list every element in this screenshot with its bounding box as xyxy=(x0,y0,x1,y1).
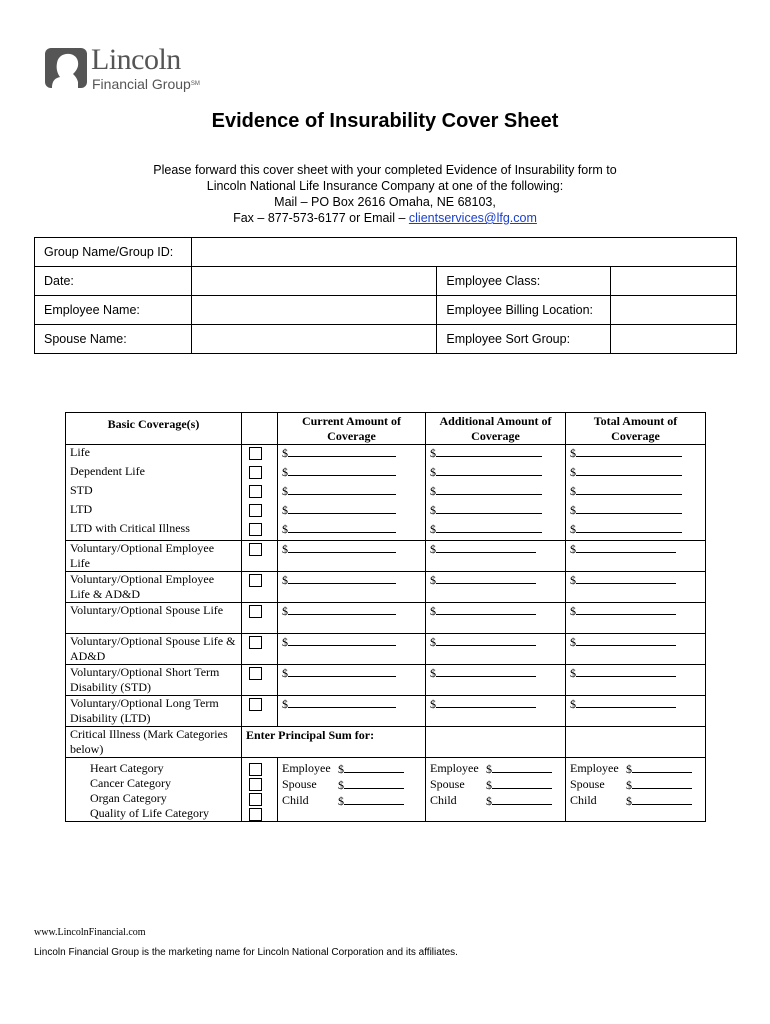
additional-amount-field[interactable]: $ xyxy=(426,464,566,483)
employee-class-label: Employee Class: xyxy=(437,267,611,296)
family-amount-field[interactable]: $ xyxy=(486,761,552,777)
coverage-row xyxy=(66,483,706,502)
current-amount-field[interactable]: $ xyxy=(278,696,426,727)
current-amount-field[interactable]: $ xyxy=(278,445,426,465)
family-amount-field[interactable]: $ xyxy=(626,777,692,793)
employee-name-label: Employee Name: xyxy=(35,296,192,325)
coverage-checkbox[interactable] xyxy=(249,667,262,680)
category-checkbox[interactable] xyxy=(249,778,262,791)
family-amount-field[interactable]: $ xyxy=(338,761,404,777)
principal-sum-label: Enter Principal Sum for: xyxy=(242,727,426,758)
basic-coverage-header: Basic Coverage(s) xyxy=(66,413,242,445)
lincoln-logo xyxy=(44,44,204,98)
additional-amount-field[interactable]: $ xyxy=(426,665,566,696)
group-id-label: Group Name/Group ID: xyxy=(35,238,192,267)
category-checkbox[interactable] xyxy=(249,808,262,821)
category-label: Quality of Life Category xyxy=(90,806,209,820)
footer-url: www.LincolnFinancial.com xyxy=(34,927,146,938)
family-amount-row: Child $ xyxy=(430,793,561,809)
coverage-row xyxy=(66,603,706,634)
billing-location-label: Employee Billing Location: xyxy=(437,296,611,325)
coverage-checkbox[interactable] xyxy=(249,636,262,649)
coverage-row xyxy=(66,665,706,696)
family-amount-row: Spouse $ xyxy=(430,777,561,793)
additional-amount-field[interactable]: $ xyxy=(426,603,566,634)
coverage-checkbox[interactable] xyxy=(249,523,262,536)
additional-amount-field[interactable]: $ xyxy=(426,696,566,727)
lincoln-profile-icon xyxy=(44,46,88,90)
email-link[interactable]: clientservices@lfg.com xyxy=(408,211,537,225)
category-label: Organ Category xyxy=(90,791,167,805)
coverage-row xyxy=(66,464,706,483)
total-amount-field[interactable]: $ xyxy=(566,445,706,465)
current-amount-field[interactable]: $ xyxy=(278,603,426,634)
coverage-checkbox[interactable] xyxy=(249,447,262,460)
logo-subtitle: Financial Group℠ xyxy=(92,76,200,92)
current-family-amounts xyxy=(278,758,426,822)
sort-group-field[interactable] xyxy=(611,325,737,354)
page-title: Evidence of Insurability Cover Sheet xyxy=(211,110,559,132)
coverage-label: Life xyxy=(66,445,242,465)
current-amount-field[interactable]: $ xyxy=(278,634,426,665)
coverage-checkbox[interactable] xyxy=(249,574,262,587)
total-amount-field[interactable]: $ xyxy=(566,572,706,603)
additional-amount-field[interactable]: $ xyxy=(426,541,566,572)
date-field[interactable] xyxy=(191,267,437,296)
category-label: Heart Category xyxy=(90,761,164,775)
coverage-checkbox[interactable] xyxy=(249,485,262,498)
total-amount-field[interactable]: $ xyxy=(566,521,706,541)
current-amount-field[interactable]: $ xyxy=(278,572,426,603)
coverage-label: Dependent Life xyxy=(66,464,242,483)
current-amount-field[interactable]: $ xyxy=(278,665,426,696)
category-checkbox[interactable] xyxy=(249,763,262,776)
coverage-label: Voluntary/Optional Spouse Life xyxy=(66,603,242,634)
family-amount-row: Employee $ xyxy=(282,761,421,777)
total-amount-field[interactable]: $ xyxy=(566,502,706,521)
additional-family-amounts xyxy=(426,758,566,822)
family-amount-row: Employee $ xyxy=(430,761,561,777)
coverage-row xyxy=(66,572,706,603)
coverage-label: LTD xyxy=(66,502,242,521)
coverage-label: STD xyxy=(66,483,242,502)
coverage-row xyxy=(66,502,706,521)
critical-illness-categories xyxy=(66,758,242,822)
footer-note: Lincoln Financial Group is the marketing name for Lincoln National Corporation and its affiliates. xyxy=(34,947,458,958)
total-amount-field[interactable]: $ xyxy=(566,464,706,483)
current-amount-field[interactable]: $ xyxy=(278,541,426,572)
spouse-name-field[interactable] xyxy=(191,325,437,354)
coverage-label: Voluntary/Optional Employee Life & AD&D xyxy=(66,572,242,603)
coverage-row xyxy=(66,541,706,572)
additional-amount-field[interactable]: $ xyxy=(426,445,566,465)
group-id-field[interactable] xyxy=(191,238,736,267)
employee-class-field[interactable] xyxy=(611,267,737,296)
total-amount-field[interactable]: $ xyxy=(566,665,706,696)
current-amount-field[interactable]: $ xyxy=(278,464,426,483)
coverage-checkbox[interactable] xyxy=(249,543,262,556)
family-amount-field[interactable]: $ xyxy=(626,793,692,809)
family-amount-row: Employee $ xyxy=(570,761,701,777)
additional-amount-header: Additional Amount of Coverage xyxy=(426,413,566,445)
sort-group-label: Employee Sort Group: xyxy=(437,325,611,354)
family-amount-row: Child $ xyxy=(282,793,421,809)
category-checkbox[interactable] xyxy=(249,793,262,806)
coverage-row xyxy=(66,445,706,465)
critical-illness-label: Critical Illness (Mark Categories below) xyxy=(66,727,242,758)
current-amount-field[interactable]: $ xyxy=(278,502,426,521)
additional-amount-field[interactable]: $ xyxy=(426,483,566,502)
current-amount-header: Current Amount of Coverage xyxy=(278,413,426,445)
total-amount-field[interactable]: $ xyxy=(566,483,706,502)
coverage-row xyxy=(66,696,706,727)
family-amount-field[interactable]: $ xyxy=(626,761,692,777)
family-amount-field[interactable]: $ xyxy=(338,777,404,793)
billing-location-field[interactable] xyxy=(611,296,737,325)
family-amount-field[interactable]: $ xyxy=(486,777,552,793)
coverage-label: LTD with Critical Illness xyxy=(66,521,242,541)
total-amount-field[interactable]: $ xyxy=(566,541,706,572)
additional-amount-field[interactable]: $ xyxy=(426,572,566,603)
category-label: Cancer Category xyxy=(90,776,171,790)
total-amount-field[interactable]: $ xyxy=(566,634,706,665)
current-amount-field[interactable]: $ xyxy=(278,483,426,502)
family-amount-field[interactable]: $ xyxy=(486,793,552,809)
family-amount-row: Child $ xyxy=(570,793,701,809)
logo-brand: Lincoln xyxy=(91,43,181,76)
spouse-name-label: Spouse Name: xyxy=(35,325,192,354)
intro-text: Please forward this cover sheet with your completed Evidence of Insurability form to Lincoln National Life Insurance Company at one of the following: Mail – PO Box 2616 Omaha, NE 68103, Fax – 877-573-6177 or Email – clientservices@lfg.com xyxy=(153,163,617,225)
coverage-row xyxy=(66,634,706,665)
coverage-table xyxy=(65,412,706,822)
coverage-label: Voluntary/Optional Spouse Life & AD&D xyxy=(66,634,242,665)
coverage-label: Voluntary/Optional Long Term Disability (LTD) xyxy=(66,696,242,727)
checkbox-header xyxy=(242,413,278,445)
family-amount-row: Spouse $ xyxy=(282,777,421,793)
total-amount-field[interactable]: $ xyxy=(566,696,706,727)
family-amount-row: Spouse $ xyxy=(570,777,701,793)
total-amount-field[interactable]: $ xyxy=(566,603,706,634)
coverage-checkbox[interactable] xyxy=(249,504,262,517)
date-label: Date: xyxy=(35,267,192,296)
employee-info-table xyxy=(34,237,737,354)
coverage-row xyxy=(66,521,706,541)
total-amount-header: Total Amount of Coverage xyxy=(566,413,706,445)
additional-amount-field[interactable]: $ xyxy=(426,521,566,541)
family-amount-field[interactable]: $ xyxy=(338,793,404,809)
total-family-amounts xyxy=(566,758,706,822)
employee-name-field[interactable] xyxy=(191,296,437,325)
additional-amount-field[interactable]: $ xyxy=(426,634,566,665)
coverage-checkbox[interactable] xyxy=(249,466,262,479)
coverage-checkbox[interactable] xyxy=(249,698,262,711)
current-amount-field[interactable]: $ xyxy=(278,521,426,541)
category-checkboxes xyxy=(242,758,278,822)
additional-amount-field[interactable]: $ xyxy=(426,502,566,521)
coverage-label: Voluntary/Optional Short Term Disability (STD) xyxy=(66,665,242,696)
coverage-checkbox[interactable] xyxy=(249,605,262,618)
coverage-label: Voluntary/Optional Employee Life xyxy=(66,541,242,572)
